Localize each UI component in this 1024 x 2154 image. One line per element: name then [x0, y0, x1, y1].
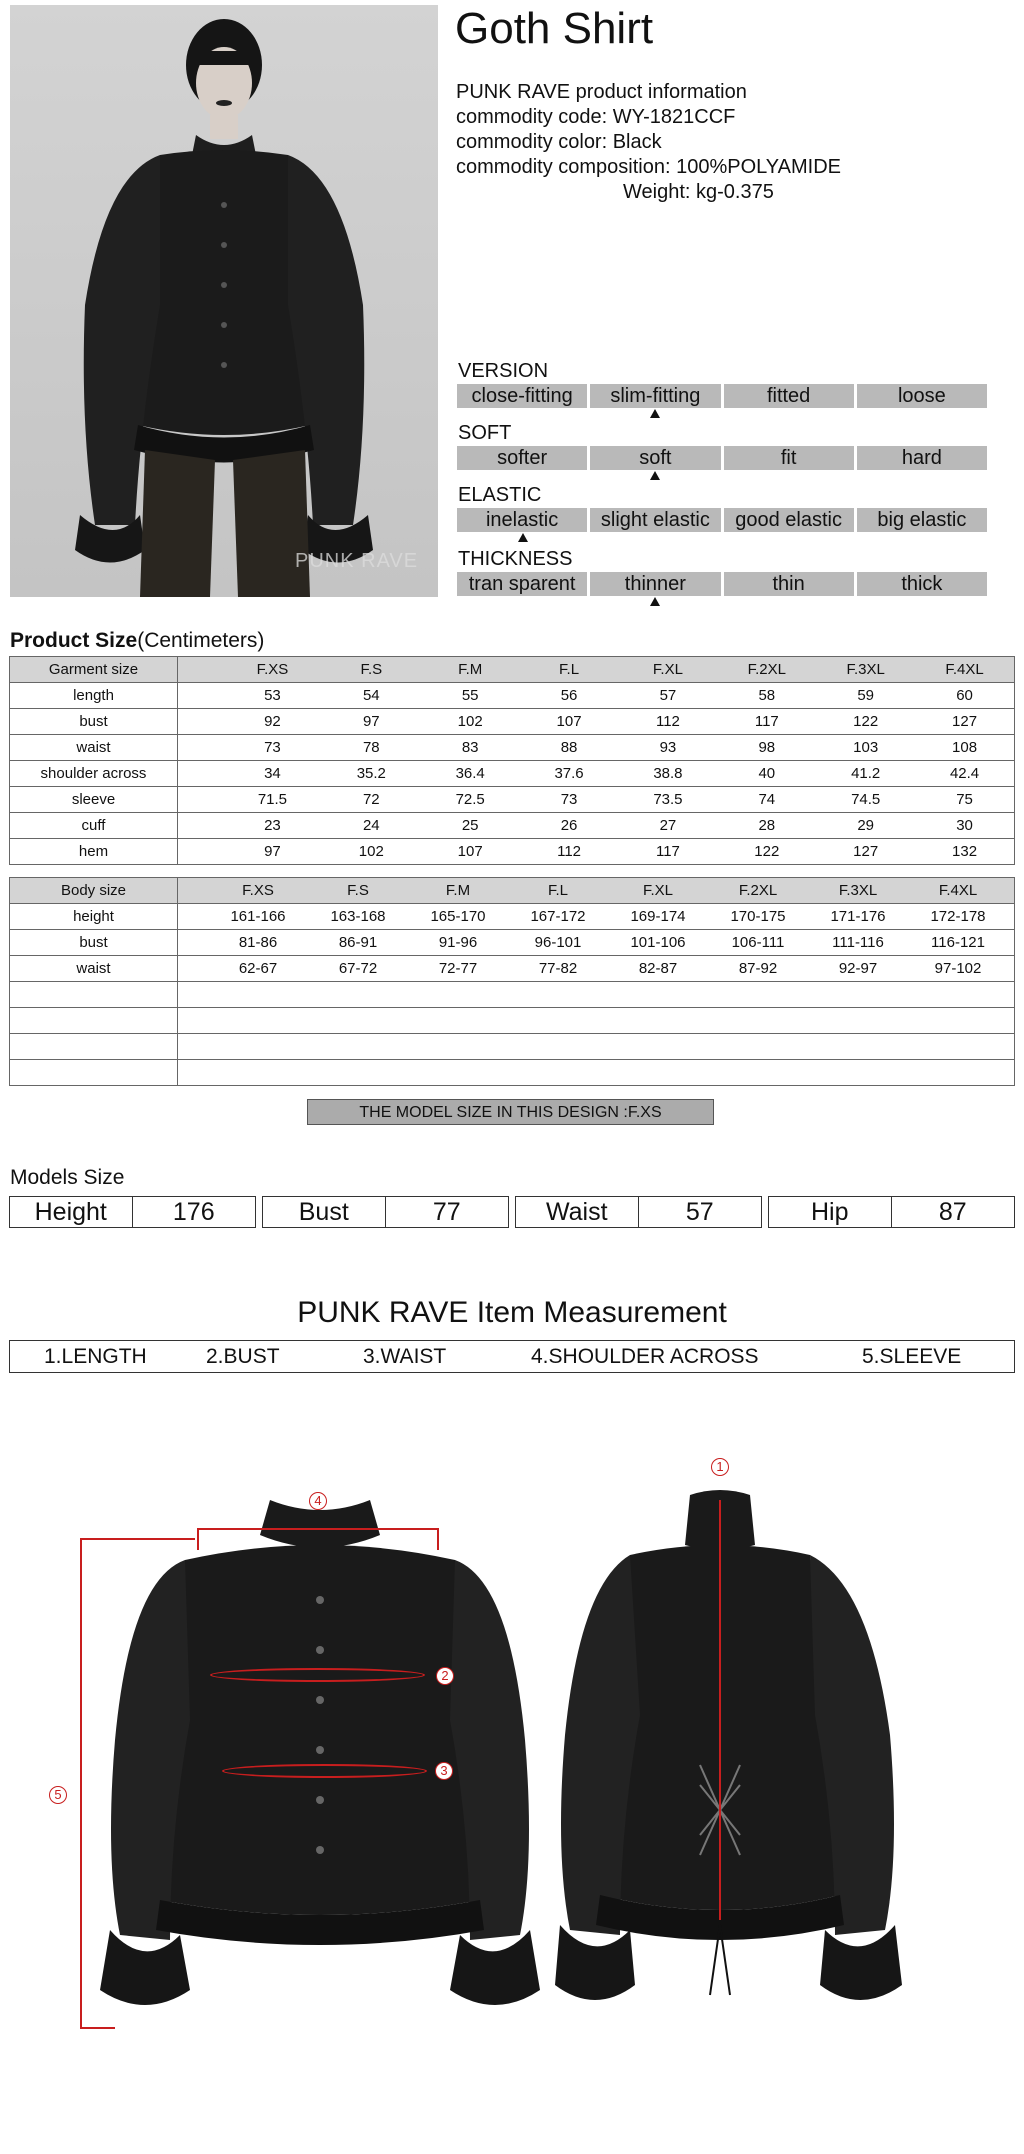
color-value: Black	[612, 131, 662, 153]
table-cell: 58	[758, 687, 776, 704]
size-headers	[178, 878, 1015, 904]
table-cell: 59	[857, 687, 875, 704]
table-row	[10, 839, 1015, 865]
scale-label-elastic: ELASTIC	[458, 484, 542, 506]
row-values	[178, 709, 1015, 735]
measurement-item: 1.LENGTH	[44, 1344, 147, 1368]
table-cell: 112	[557, 843, 582, 860]
table-cell: 163-168	[330, 908, 386, 925]
scale-version	[457, 384, 987, 408]
scale-thickness	[457, 572, 987, 596]
row-label: waist	[10, 956, 178, 982]
table-row	[10, 930, 1015, 956]
empty-row	[10, 982, 1015, 1008]
row-values	[178, 761, 1015, 787]
scale-label-version: VERSION	[458, 360, 549, 382]
table-row	[10, 787, 1015, 813]
table-cell: 53	[264, 687, 281, 704]
row-label: hem	[10, 839, 178, 865]
table-cell: 103	[853, 739, 879, 756]
product-title: Goth Shirt	[455, 4, 654, 53]
size-header: F.3XL	[846, 661, 885, 678]
table-cell: 23	[264, 817, 281, 834]
header-cell: Body size	[10, 878, 178, 904]
scale-option: slim-fitting	[590, 384, 720, 408]
measurement-item: 5.SLEEVE	[862, 1344, 962, 1368]
model-measure-key: Waist	[516, 1197, 639, 1227]
shoulder-line	[197, 1528, 199, 1550]
composition-label: commodity composition:	[456, 156, 671, 178]
model-measure	[262, 1196, 509, 1228]
scale-soft	[457, 446, 987, 470]
scale-option: thin	[724, 572, 854, 596]
table-cell: 75	[956, 791, 973, 808]
size-header: F.4XL	[945, 661, 984, 678]
model-measure-value: 57	[685, 1198, 714, 1226]
measurement-legend	[9, 1340, 1015, 1373]
table-cell: 112	[655, 713, 680, 730]
sleeve-line	[80, 1538, 195, 1540]
table-cell: 117	[655, 843, 680, 860]
row-label: waist	[10, 735, 178, 761]
sleeve-line	[80, 1538, 82, 2028]
table-cell: 36.4	[455, 765, 485, 782]
table-cell: 169-174	[630, 908, 686, 925]
table-row	[10, 683, 1015, 709]
scale-option: fit	[724, 446, 854, 470]
table-cell: 97-102	[934, 960, 982, 977]
marker-4-icon: 4	[309, 1492, 327, 1510]
table-cell: 122	[853, 713, 879, 730]
size-header: F.2XL	[738, 882, 778, 899]
size-header: F.2XL	[747, 661, 786, 678]
measurement-title: PUNK RAVE Item Measurement	[297, 1296, 727, 1329]
row-values	[178, 930, 1015, 956]
composition-value: 100%POLYAMIDE	[676, 156, 841, 178]
table-cell: 117	[754, 713, 779, 730]
table-cell: 98	[758, 739, 776, 756]
table-cell: 97	[264, 843, 281, 860]
model-measure	[515, 1196, 762, 1228]
row-values	[178, 839, 1015, 865]
size-header: F.4XL	[938, 882, 978, 899]
row-label: length	[10, 683, 178, 709]
row-values	[178, 735, 1015, 761]
measurement-item: 2.BUST	[206, 1344, 280, 1368]
table-cell: 92	[264, 713, 281, 730]
table-row	[10, 904, 1015, 930]
model-size-note: THE MODEL SIZE IN THIS DESIGN :F.XS	[307, 1099, 714, 1125]
table-cell: 35.2	[356, 765, 386, 782]
scale-option: fitted	[724, 384, 854, 408]
table-header-row	[10, 878, 1015, 904]
waist-line	[222, 1764, 427, 1778]
header-cell: Garment size	[10, 657, 178, 683]
models-size-title: Models Size	[10, 1166, 125, 1189]
model-measure-key: Height	[10, 1197, 133, 1227]
elastic-indicator-icon	[518, 533, 528, 542]
table-cell: 101-106	[630, 934, 686, 951]
table-cell: 171-176	[830, 908, 886, 925]
scale-option: loose	[857, 384, 987, 408]
size-header: F.XS	[256, 661, 289, 678]
table-cell: 96-101	[534, 934, 582, 951]
table-cell: 111-116	[832, 934, 884, 951]
table-cell: 102	[457, 713, 483, 730]
empty-row	[10, 1034, 1015, 1060]
table-cell: 55	[461, 687, 479, 704]
table-cell: 60	[956, 687, 973, 704]
scale-option: good elastic	[724, 508, 854, 532]
table-cell: 73	[560, 791, 578, 808]
table-cell: 24	[362, 817, 380, 834]
color-row	[456, 130, 841, 155]
table-cell: 25	[461, 817, 479, 834]
table-cell: 83	[461, 739, 479, 756]
table-cell: 38.8	[653, 765, 683, 782]
size-header: F.3XL	[838, 882, 878, 899]
scale-option: thick	[857, 572, 987, 596]
size-header: F.S	[347, 882, 369, 899]
table-cell: 78	[362, 739, 380, 756]
row-values	[178, 683, 1015, 709]
size-headers	[178, 657, 1015, 683]
shoulder-line	[437, 1528, 439, 1550]
table-cell: 108	[952, 739, 978, 756]
row-values	[178, 956, 1015, 982]
bust-line	[210, 1668, 425, 1682]
empty-row	[10, 1060, 1015, 1086]
model-measure-value: 87	[938, 1198, 967, 1226]
info-heading: PUNK RAVE product information	[456, 81, 747, 103]
table-cell: 102	[358, 843, 384, 860]
table-cell: 127	[853, 843, 879, 860]
models-size-row	[9, 1196, 1015, 1228]
table-cell: 107	[556, 713, 582, 730]
weight-value: kg-0.375	[696, 181, 774, 203]
marker-1-icon: 1	[711, 1458, 729, 1476]
product-info	[456, 80, 841, 205]
table-row	[10, 813, 1015, 839]
table-header-row	[10, 657, 1015, 683]
size-header: F.M	[445, 882, 471, 899]
row-label: bust	[10, 930, 178, 956]
marker-5-icon: 5	[49, 1786, 67, 1804]
table-cell: 73	[264, 739, 281, 756]
scale-option: hard	[857, 446, 987, 470]
code-row	[456, 105, 841, 130]
row-label: shoulder across	[10, 761, 178, 787]
size-header: F.XS	[242, 882, 274, 899]
scale-option: thinner	[590, 572, 720, 596]
table-cell: 116-121	[931, 934, 985, 951]
table-cell: 88	[560, 739, 578, 756]
row-values	[178, 813, 1015, 839]
table-cell: 127	[952, 713, 978, 730]
table-cell: 26	[560, 817, 578, 834]
code-label: commodity code:	[456, 106, 608, 128]
table-cell: 161-166	[230, 908, 286, 925]
table-cell: 41.2	[851, 765, 881, 782]
table-cell: 87-92	[738, 960, 778, 977]
size-header: F.XL	[652, 661, 683, 678]
color-label: commodity color:	[456, 131, 608, 153]
table-cell: 122	[754, 843, 780, 860]
body-size-table	[9, 877, 1015, 1086]
table-cell: 107	[457, 843, 483, 860]
scale-label-soft: SOFT	[458, 422, 512, 444]
thickness-indicator-icon	[650, 597, 660, 606]
table-cell: 30	[956, 817, 973, 834]
composition-row	[456, 155, 841, 180]
table-cell: 165-170	[430, 908, 486, 925]
table-cell: 74	[758, 791, 776, 808]
watermark: PUNK RAVE	[295, 550, 419, 572]
model-measure	[768, 1196, 1015, 1228]
table-cell: 92-97	[838, 960, 878, 977]
row-values	[178, 787, 1015, 813]
marker-2-icon: 2	[436, 1667, 454, 1685]
scale-option: softer	[457, 446, 587, 470]
table-cell: 28	[758, 817, 776, 834]
table-row	[10, 761, 1015, 787]
size-header: F.M	[458, 661, 483, 678]
table-cell: 167-172	[530, 908, 586, 925]
table-row	[10, 709, 1015, 735]
size-header: F.L	[547, 882, 568, 899]
model-measure	[9, 1196, 256, 1228]
product-photo	[10, 5, 438, 597]
table-cell: 172-178	[930, 908, 986, 925]
scale-elastic	[457, 508, 987, 532]
table-cell: 93	[659, 739, 677, 756]
weight-row	[456, 180, 841, 205]
empty-row	[10, 1008, 1015, 1034]
table-cell: 57	[659, 687, 677, 704]
table-cell: 37.6	[554, 765, 584, 782]
soft-indicator-icon	[650, 471, 660, 480]
table-cell: 97	[362, 713, 380, 730]
table-cell: 27	[659, 817, 677, 834]
scale-label-thickness: THICKNESS	[458, 548, 573, 570]
size-header: F.L	[559, 661, 580, 678]
table-cell: 132	[952, 843, 978, 860]
table-cell: 72	[362, 791, 380, 808]
row-values	[178, 904, 1015, 930]
model-figure	[10, 5, 438, 597]
table-cell: 72.5	[455, 791, 485, 808]
model-measure-key: Hip	[769, 1197, 892, 1227]
table-cell: 56	[560, 687, 578, 704]
table-cell: 170-175	[730, 908, 786, 925]
table-cell: 73.5	[653, 791, 683, 808]
scale-option: close-fitting	[457, 384, 587, 408]
table-cell: 62-67	[238, 960, 278, 977]
table-cell: 71.5	[257, 791, 288, 808]
measurement-item: 3.WAIST	[363, 1344, 447, 1368]
back-shirt-diagram	[540, 1475, 990, 2035]
model-measure-key: Bust	[263, 1197, 386, 1227]
size-header: F.S	[360, 661, 383, 678]
weight-label: Weight:	[623, 181, 691, 203]
product-size-title: Product Size(Centimeters)	[10, 629, 265, 652]
measurement-item: 4.SHOULDER ACROSS	[531, 1344, 759, 1368]
row-label: sleeve	[10, 787, 178, 813]
model-measure-value: 176	[172, 1198, 215, 1226]
size-header: F.XL	[642, 882, 673, 899]
model-measure-value: 77	[432, 1198, 461, 1226]
row-label: bust	[10, 709, 178, 735]
front-shirt-diagram	[100, 1480, 540, 2040]
garment-size-table	[9, 656, 1015, 865]
scale-option: inelastic	[457, 508, 587, 532]
table-cell: 82-87	[638, 960, 678, 977]
row-label: height	[10, 904, 178, 930]
table-cell: 72-77	[438, 960, 478, 977]
table-cell: 106-111	[731, 934, 785, 951]
table-cell: 54	[362, 687, 380, 704]
scale-option: slight elastic	[590, 508, 720, 532]
version-indicator-icon	[650, 409, 660, 418]
shoulder-line	[197, 1528, 439, 1530]
scale-option: tran sparent	[457, 572, 587, 596]
table-cell: 40	[758, 765, 776, 782]
table-cell: 91-96	[438, 934, 478, 951]
marker-3-icon: 3	[435, 1762, 453, 1780]
scale-option: soft	[590, 446, 720, 470]
table-cell: 81-86	[238, 934, 278, 951]
row-label: cuff	[10, 813, 178, 839]
scale-option: big elastic	[857, 508, 987, 532]
table-cell: 77-82	[538, 960, 578, 977]
table-cell: 29	[857, 817, 875, 834]
table-cell: 42.4	[949, 765, 980, 782]
table-cell: 67-72	[338, 960, 378, 977]
code-value: WY-1821CCF	[612, 106, 736, 128]
table-cell: 86-91	[338, 934, 378, 951]
sleeve-line	[80, 2027, 115, 2029]
table-cell: 74.5	[851, 791, 881, 808]
table-cell: 34	[264, 765, 281, 782]
table-row	[10, 956, 1015, 982]
table-row	[10, 735, 1015, 761]
product-size-unit: (Centimeters)	[137, 629, 265, 652]
length-line	[719, 1500, 721, 1920]
